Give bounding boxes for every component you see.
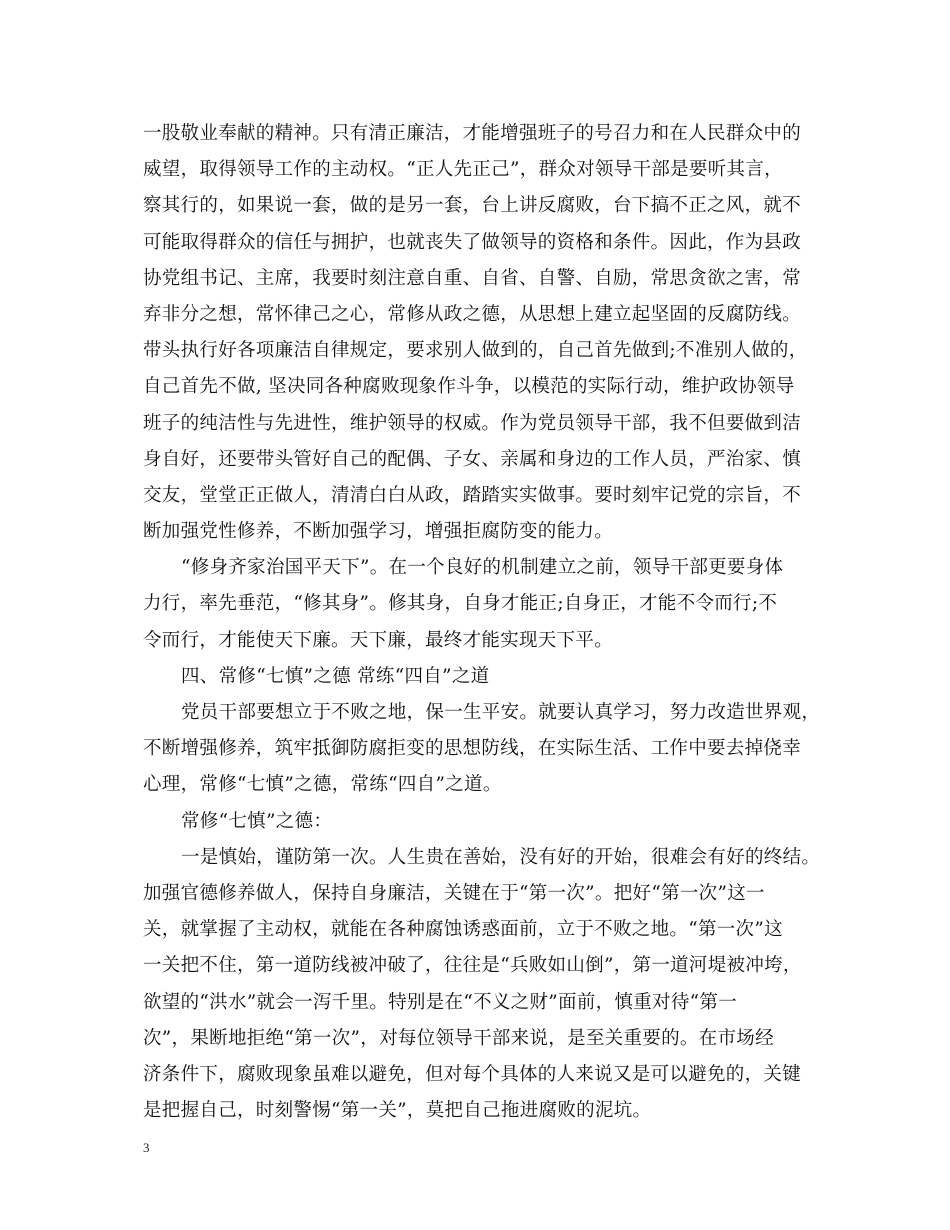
text-line: 弃非分之想，常怀律己之心，常修从政之德，从思想上建立起坚固的反腐防线。 xyxy=(143,303,802,325)
text-line: 加强官德修养做人，保持自身廉洁，关键在于“第一次”。把好“第一次”这一 xyxy=(143,882,765,904)
text-line: 一关把不住，第一道防线被冲破了，往往是“兵败如山倒”，第一道河堤被冲垮， xyxy=(143,955,802,977)
section-heading: 四、常修“七慎”之德 常练“四自”之道 xyxy=(181,665,490,687)
text-line: 可能取得群众的信任与拥护，也就丧失了做领导的资格和条件。因此，作为县政 xyxy=(143,231,802,253)
text-line: 一股敬业奉献的精神。只有清正廉洁，才能增强班子的号召力和在人民群众中的 xyxy=(143,123,802,144)
text-line: 断加强党性修养，不断加强学习，增强拒腐防变的能力。 xyxy=(143,521,614,543)
body-text xyxy=(143,116,823,1129)
paragraph-start-line: 一是慎始，谨防第一次。人生贵在善始，没有好的开始，很难会有好的终结。 xyxy=(181,846,821,868)
text-line: 济条件下，腐败现象虽难以避免，但对每个具体的人来说又是可以避免的，关键 xyxy=(143,1063,802,1085)
text-line: 身自好，还要带头管好自己的配偶、子女、亲属和身边的工作人员，严治家、慎 xyxy=(143,448,802,470)
text-line: 力行，率先垂范，“修其身”。修其身，自身才能正;自身正，才能不令而行;不 xyxy=(143,593,778,615)
text-line: 令而行，才能使天下廉。天下廉，最终才能实现天下平。 xyxy=(143,629,614,651)
subheading: 常修“七慎”之德： xyxy=(181,810,333,832)
text-line: 班子的纯洁性与先进性，维护领导的权威。作为党员领导干部，我不但要做到洁 xyxy=(143,412,802,434)
text-line: 自己首先不做, 坚决同各种腐败现象作斗争，以模范的实际行动，维护政协领导 xyxy=(143,376,795,398)
text-line: 不断增强修养，筑牢抵御防腐拒变的思想防线，在实际生活、工作中要去掉侥幸 xyxy=(143,738,802,760)
text-line: 是把握自己，时刻警惕“第一关”，莫把自己拖进腐败的泥坑。 xyxy=(143,1100,652,1122)
text-line: 察其行的，如果说一套，做的是另一套，台上讲反腐败，台下搞不正之风，就不 xyxy=(143,195,802,217)
text-line: 次”，果断地拒绝“第一次”，对每位领导干部来说，是至关重要的。在市场经 xyxy=(143,1027,774,1049)
text-line: 欲望的“洪水”就会一泻千里。特别是在“不义之财”面前，慎重对待“第一 xyxy=(143,991,737,1013)
text-line: 交友，堂堂正正做人，清清白白从政，踏踏实实做事。要时刻牢记党的宗旨，不 xyxy=(143,484,802,506)
page-number: 3 xyxy=(143,1140,150,1155)
text-line: 带头执行好各项廉洁自律规定，要求别人做到的，自己首先做到;不准别人做的， xyxy=(143,340,808,362)
text-line: 协党组书记、主席，我要时刻注意自重、自省、自警、自励，常思贪欲之害，常 xyxy=(143,267,802,289)
text-line: 关，就掌握了主动权，就能在各种腐蚀诱惑面前，立于不败之地。“第一次”这 xyxy=(143,919,783,941)
text-line: 威望，取得领导工作的主动权。“正人先正己”，群众对领导干部是要听其言， xyxy=(143,159,783,181)
paragraph-start-line: “修身齐家治国平天下”。在一个良好的机制建立之前，领导干部更要身体 xyxy=(181,557,784,579)
text-line: 心理，常修“七慎”之德，常练“四自”之道。 xyxy=(143,774,502,796)
paragraph-start-line: 党员干部要想立于不败之地，保一生平安。就要认真学习，努力改造世界观， xyxy=(181,702,821,723)
